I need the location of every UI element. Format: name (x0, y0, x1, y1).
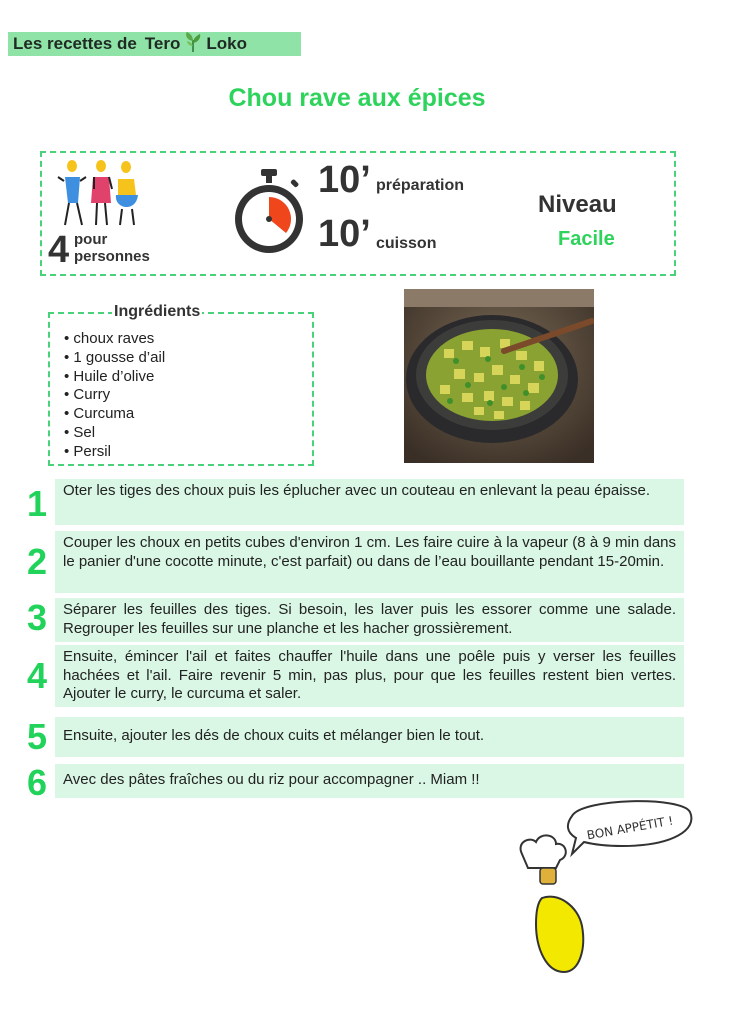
step-text: Ensuite, ajouter les dés de choux cuits et mélanger bien le tout. (55, 717, 684, 757)
step-number: 6 (26, 762, 48, 803)
step-number: 3 (26, 597, 48, 638)
recipe-info-box (40, 151, 676, 276)
stopwatch-icon (229, 167, 309, 262)
step-text: Séparer les feuilles des tiges. Si besoin, les laver puis les essorer comme une salade. Regrouper les feuilles sur une planche et les hacher grossièrement. (55, 598, 684, 642)
dish-photo (404, 289, 594, 463)
brand-name-part1: Tero (144, 34, 181, 53)
ingredient-item: • Huile d’olive (64, 367, 155, 385)
ingredient-item: • 1 gousse d’ail (64, 348, 166, 366)
cook-time: 10’ (318, 213, 371, 255)
servings-number: 4 (48, 229, 70, 271)
brand-name-part2: Loko (206, 34, 247, 53)
servings-label-personnes: personnes (74, 248, 150, 265)
step-text: Avec des pâtes fraîches ou du riz pour accompagner .. Miam !! (55, 764, 684, 798)
leaf-logo-icon (183, 31, 203, 58)
ingredients-list (64, 330, 165, 462)
step-number: 1 (26, 483, 48, 524)
brand-banner (8, 32, 301, 56)
level-value: Facile (558, 228, 615, 250)
recipe-title: Chou rave aux épices (228, 84, 486, 112)
people-icon (54, 159, 144, 234)
step-text: Ensuite, émincer l'ail et faites chauffer l'huile dans une poêle puis y verser les feuilles hachées et l'ail. Faire revenir 5 min, pas plus, pour que les feuilles restent bien vertes. Ajouter le curry, le curcuma et saler. (55, 645, 684, 707)
chef-illustration (512, 796, 702, 991)
ingredient-item: • Sel (64, 423, 96, 441)
step-number: 2 (26, 541, 48, 582)
speech-text: BON APPÉTIT ! (585, 813, 675, 843)
ingredients-title: Ingrédients (114, 303, 201, 320)
cook-label: cuisson (376, 235, 437, 252)
ingredient-item: • Curry (64, 386, 111, 404)
ingredient-item: • Curcuma (64, 405, 135, 423)
prep-label: préparation (376, 177, 465, 194)
level-label: Niveau (538, 191, 617, 218)
step-text: Oter les tiges des choux puis les éplucher avec un couteau en enlevant la peau épaisse. (55, 479, 684, 525)
step-text: Couper les choux en petits cubes d'environ 1 cm. Les faire cuire à la vapeur (8 à 9 min dans le panier d'une cocotte minute, c'est parfait) ou dans de l’eau bouillante pendant 15-20min. (55, 531, 684, 593)
step-number: 5 (26, 716, 48, 757)
ingredient-item: • choux raves (64, 330, 155, 347)
servings-label-pour: pour (74, 231, 108, 248)
brand-prefix: Les recettes de (13, 34, 137, 53)
step-number: 4 (26, 655, 48, 696)
ingredient-item: • Persil (64, 442, 111, 460)
prep-time: 10’ (318, 159, 371, 201)
ingredients-box (48, 303, 314, 466)
